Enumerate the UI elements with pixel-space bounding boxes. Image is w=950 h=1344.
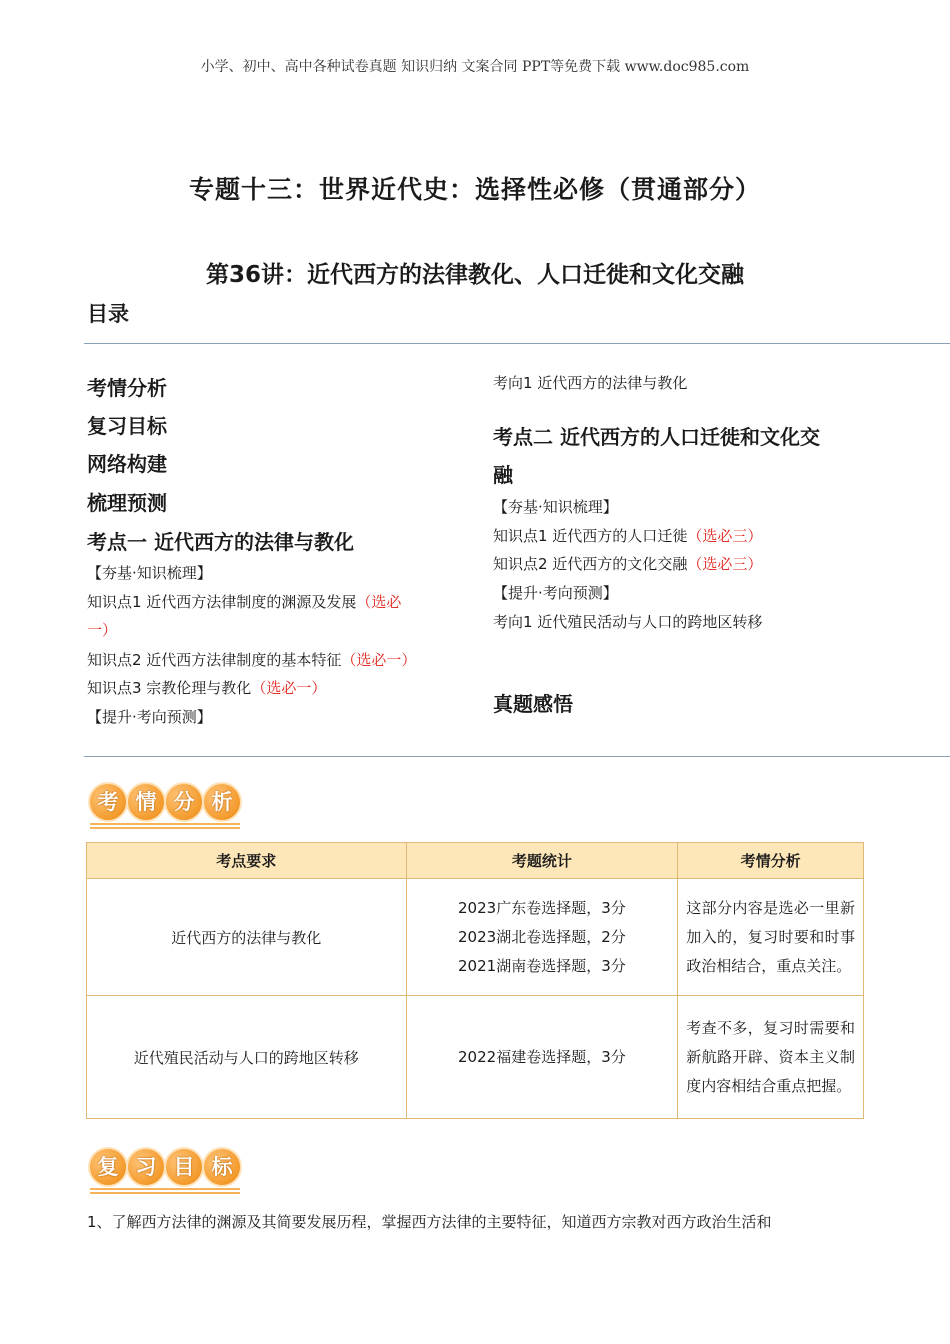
table-header-cell: 考情分析	[678, 843, 864, 879]
toc-heading: 目录	[87, 302, 129, 326]
lecture-title: 第36讲：近代西方的法律教化、人口迁徙和文化交融	[205, 262, 744, 288]
toc-item-basics-1[interactable]: 【夯基·知识梳理】	[87, 564, 212, 582]
badge-char: 习	[126, 1147, 166, 1187]
badge-underline	[90, 823, 240, 830]
badge-char: 考	[88, 782, 128, 822]
badge-char: 复	[88, 1147, 128, 1187]
toc-bottom-rule	[84, 756, 950, 757]
toc-item-knowledge-culture[interactable]: 知识点2 近代西方的文化交融（选必三）	[493, 555, 763, 573]
toc-item-basics-2[interactable]: 【夯基·知识梳理】	[493, 498, 618, 516]
toc-item-improve-2[interactable]: 【提升·考向预测】	[493, 584, 618, 602]
badge-underline	[90, 1188, 240, 1195]
section-badge-review-goals	[88, 1147, 248, 1193]
table-header-cell: 考题统计	[406, 843, 678, 879]
toc-item-knowledge-3[interactable]: 知识点3 宗教伦理与教化（选必一）	[87, 679, 327, 697]
badge-char: 分	[164, 782, 204, 822]
table-cell-stats: 2022福建卷选择题，3分	[406, 996, 678, 1119]
toc-item-network[interactable]: 网络构建	[87, 452, 167, 476]
toc-item-direction-2[interactable]: 考向1 近代殖民活动与人口的跨地区转移	[493, 613, 763, 631]
page-header: 小学、初中、高中各种试卷真题 知识归纳 文案合同 PPT等免费下载 www.doc985.com	[200, 59, 750, 75]
toc-top-rule	[84, 343, 950, 344]
toc-item-point-two-wrap: 融	[493, 463, 513, 487]
toc-item-real-exam[interactable]: 真题感悟	[493, 692, 573, 716]
table-cell-analysis: 考查不多，复习时需要和新航路开辟、资本主义制度内容相结合重点把握。	[678, 996, 864, 1119]
table-row	[87, 879, 864, 996]
table-cell-analysis: 这部分内容是选必一里新加入的，复习时要和时事政治相结合，重点关注。	[678, 879, 864, 996]
toc-item-improve-1[interactable]: 【提升·考向预测】	[87, 708, 212, 726]
table-row	[87, 996, 864, 1119]
exam-analysis-table	[86, 842, 864, 1119]
badge-char: 目	[164, 1147, 204, 1187]
toc-item-point-one[interactable]: 考点一 近代西方的法律与教化	[87, 530, 354, 554]
badge-char: 析	[202, 782, 242, 822]
toc-item-point-two[interactable]: 考点二 近代西方的人口迁徙和文化交	[493, 425, 820, 449]
page-title: 专题十三：世界近代史：选择性必修（贯通部分）	[188, 175, 761, 204]
toc-item-sort-predict[interactable]: 梳理预测	[87, 491, 167, 515]
toc-item-knowledge-1[interactable]: 知识点1 近代西方法律制度的渊源及发展（选必	[87, 593, 402, 611]
badge-char: 情	[126, 782, 166, 822]
toc-item-knowledge-2[interactable]: 知识点2 近代西方法律制度的基本特征（选必一）	[87, 651, 417, 669]
table-cell-stats: 2023广东卷选择题，3分 2023湖北卷选择题，2分 2021湖南卷选择题，3分	[406, 879, 678, 996]
toc-item-knowledge-migration[interactable]: 知识点1 近代西方的人口迁徙（选必三）	[493, 527, 763, 545]
table-cell-requirement: 近代殖民活动与人口的跨地区转移	[87, 996, 407, 1119]
toc-item-direction-1[interactable]: 考向1 近代西方的法律与教化	[493, 374, 688, 392]
toc-item-review-goals[interactable]: 复习目标	[87, 414, 167, 438]
table-header-row	[87, 843, 864, 879]
toc-item-knowledge-1-wrap: 一）	[87, 621, 118, 639]
table-cell-requirement: 近代西方的法律与教化	[87, 879, 407, 996]
table-header-cell: 考点要求	[87, 843, 407, 879]
toc-item-exam-analysis[interactable]: 考情分析	[87, 376, 167, 400]
badge-char: 标	[202, 1147, 242, 1187]
review-goal-1: 1、了解西方法律的渊源及其简要发展历程，掌握西方法律的主要特征，知道西方宗教对西方政治生活和	[87, 1213, 772, 1231]
section-badge-exam-analysis	[88, 782, 248, 828]
